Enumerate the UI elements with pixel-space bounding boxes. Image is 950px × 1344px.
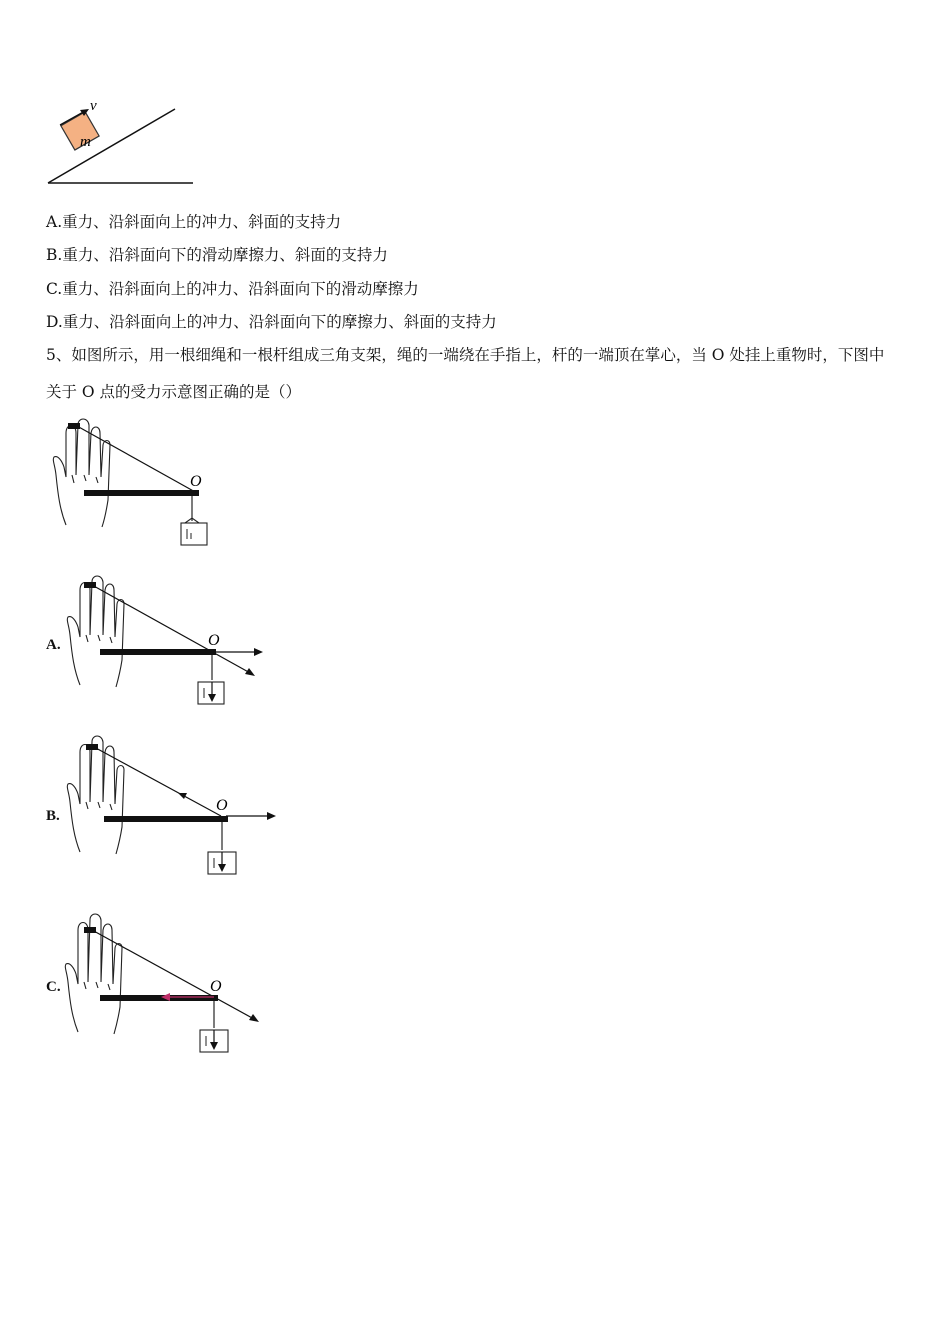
weight — [198, 682, 224, 704]
question5-line1: 5、如图所示，用一根细绳和一根杆组成三角支架，绳的一端绕在手指上，杆的一端顶在掌心，当 O 处挂上重物时，下图中 — [46, 346, 885, 364]
bracket-figure-main — [44, 415, 234, 550]
point-o-label: O — [190, 473, 202, 490]
option-c-label: C. — [46, 979, 61, 995]
point-o-label: O — [216, 797, 228, 814]
hand-icon — [67, 736, 124, 854]
hand-icon — [53, 419, 110, 527]
rod — [100, 649, 216, 655]
point-o-label: O — [208, 632, 220, 649]
option-b-text: B.重力、沿斜面向下的滑动摩擦力、斜面的支持力 — [46, 246, 388, 264]
finger-band — [86, 744, 98, 750]
rope-arrowhead — [245, 668, 255, 676]
incline-slope — [48, 109, 175, 183]
rope — [92, 930, 254, 1019]
question5-line2: 关于 O 点的受力示意图正确的是（） — [46, 383, 302, 401]
option-d-text: D.重力、沿斜面向上的冲力、沿斜面向下的摩擦力、斜面的支持力 — [46, 313, 497, 331]
mass-label: m — [80, 134, 91, 150]
rope — [94, 747, 221, 816]
rod — [84, 490, 199, 496]
bracket-figure-a — [58, 570, 273, 708]
weight — [181, 523, 207, 545]
rod — [100, 995, 218, 1001]
hand-icon — [67, 576, 124, 687]
bracket-figure-c — [58, 910, 273, 1058]
option-c-text: C.重力、沿斜面向上的冲力、沿斜面向下的滑动摩擦力 — [46, 280, 419, 298]
option-a-text: A.重力、沿斜面向上的冲力、斜面的支持力 — [46, 213, 342, 231]
rope-arrowhead — [178, 793, 187, 799]
point-o-label: O — [210, 978, 222, 995]
weight-mark — [187, 529, 191, 539]
option-b-label: B. — [46, 808, 60, 824]
velocity-label: v — [90, 98, 97, 114]
finger-band — [84, 927, 96, 933]
finger-band — [84, 582, 96, 588]
weight-force-arrowhead — [210, 1042, 218, 1050]
incline-figure — [40, 95, 210, 190]
rod — [104, 816, 228, 822]
rope-arrowhead — [249, 1014, 259, 1022]
option-a-label: A. — [46, 637, 61, 653]
rod-force-arrowhead — [254, 648, 263, 656]
bracket-figure-b — [58, 730, 283, 880]
rod-force-arrowhead — [267, 812, 276, 820]
rope — [77, 426, 197, 493]
weight-force-arrowhead — [208, 694, 216, 702]
weight-force-arrowhead — [218, 864, 226, 872]
